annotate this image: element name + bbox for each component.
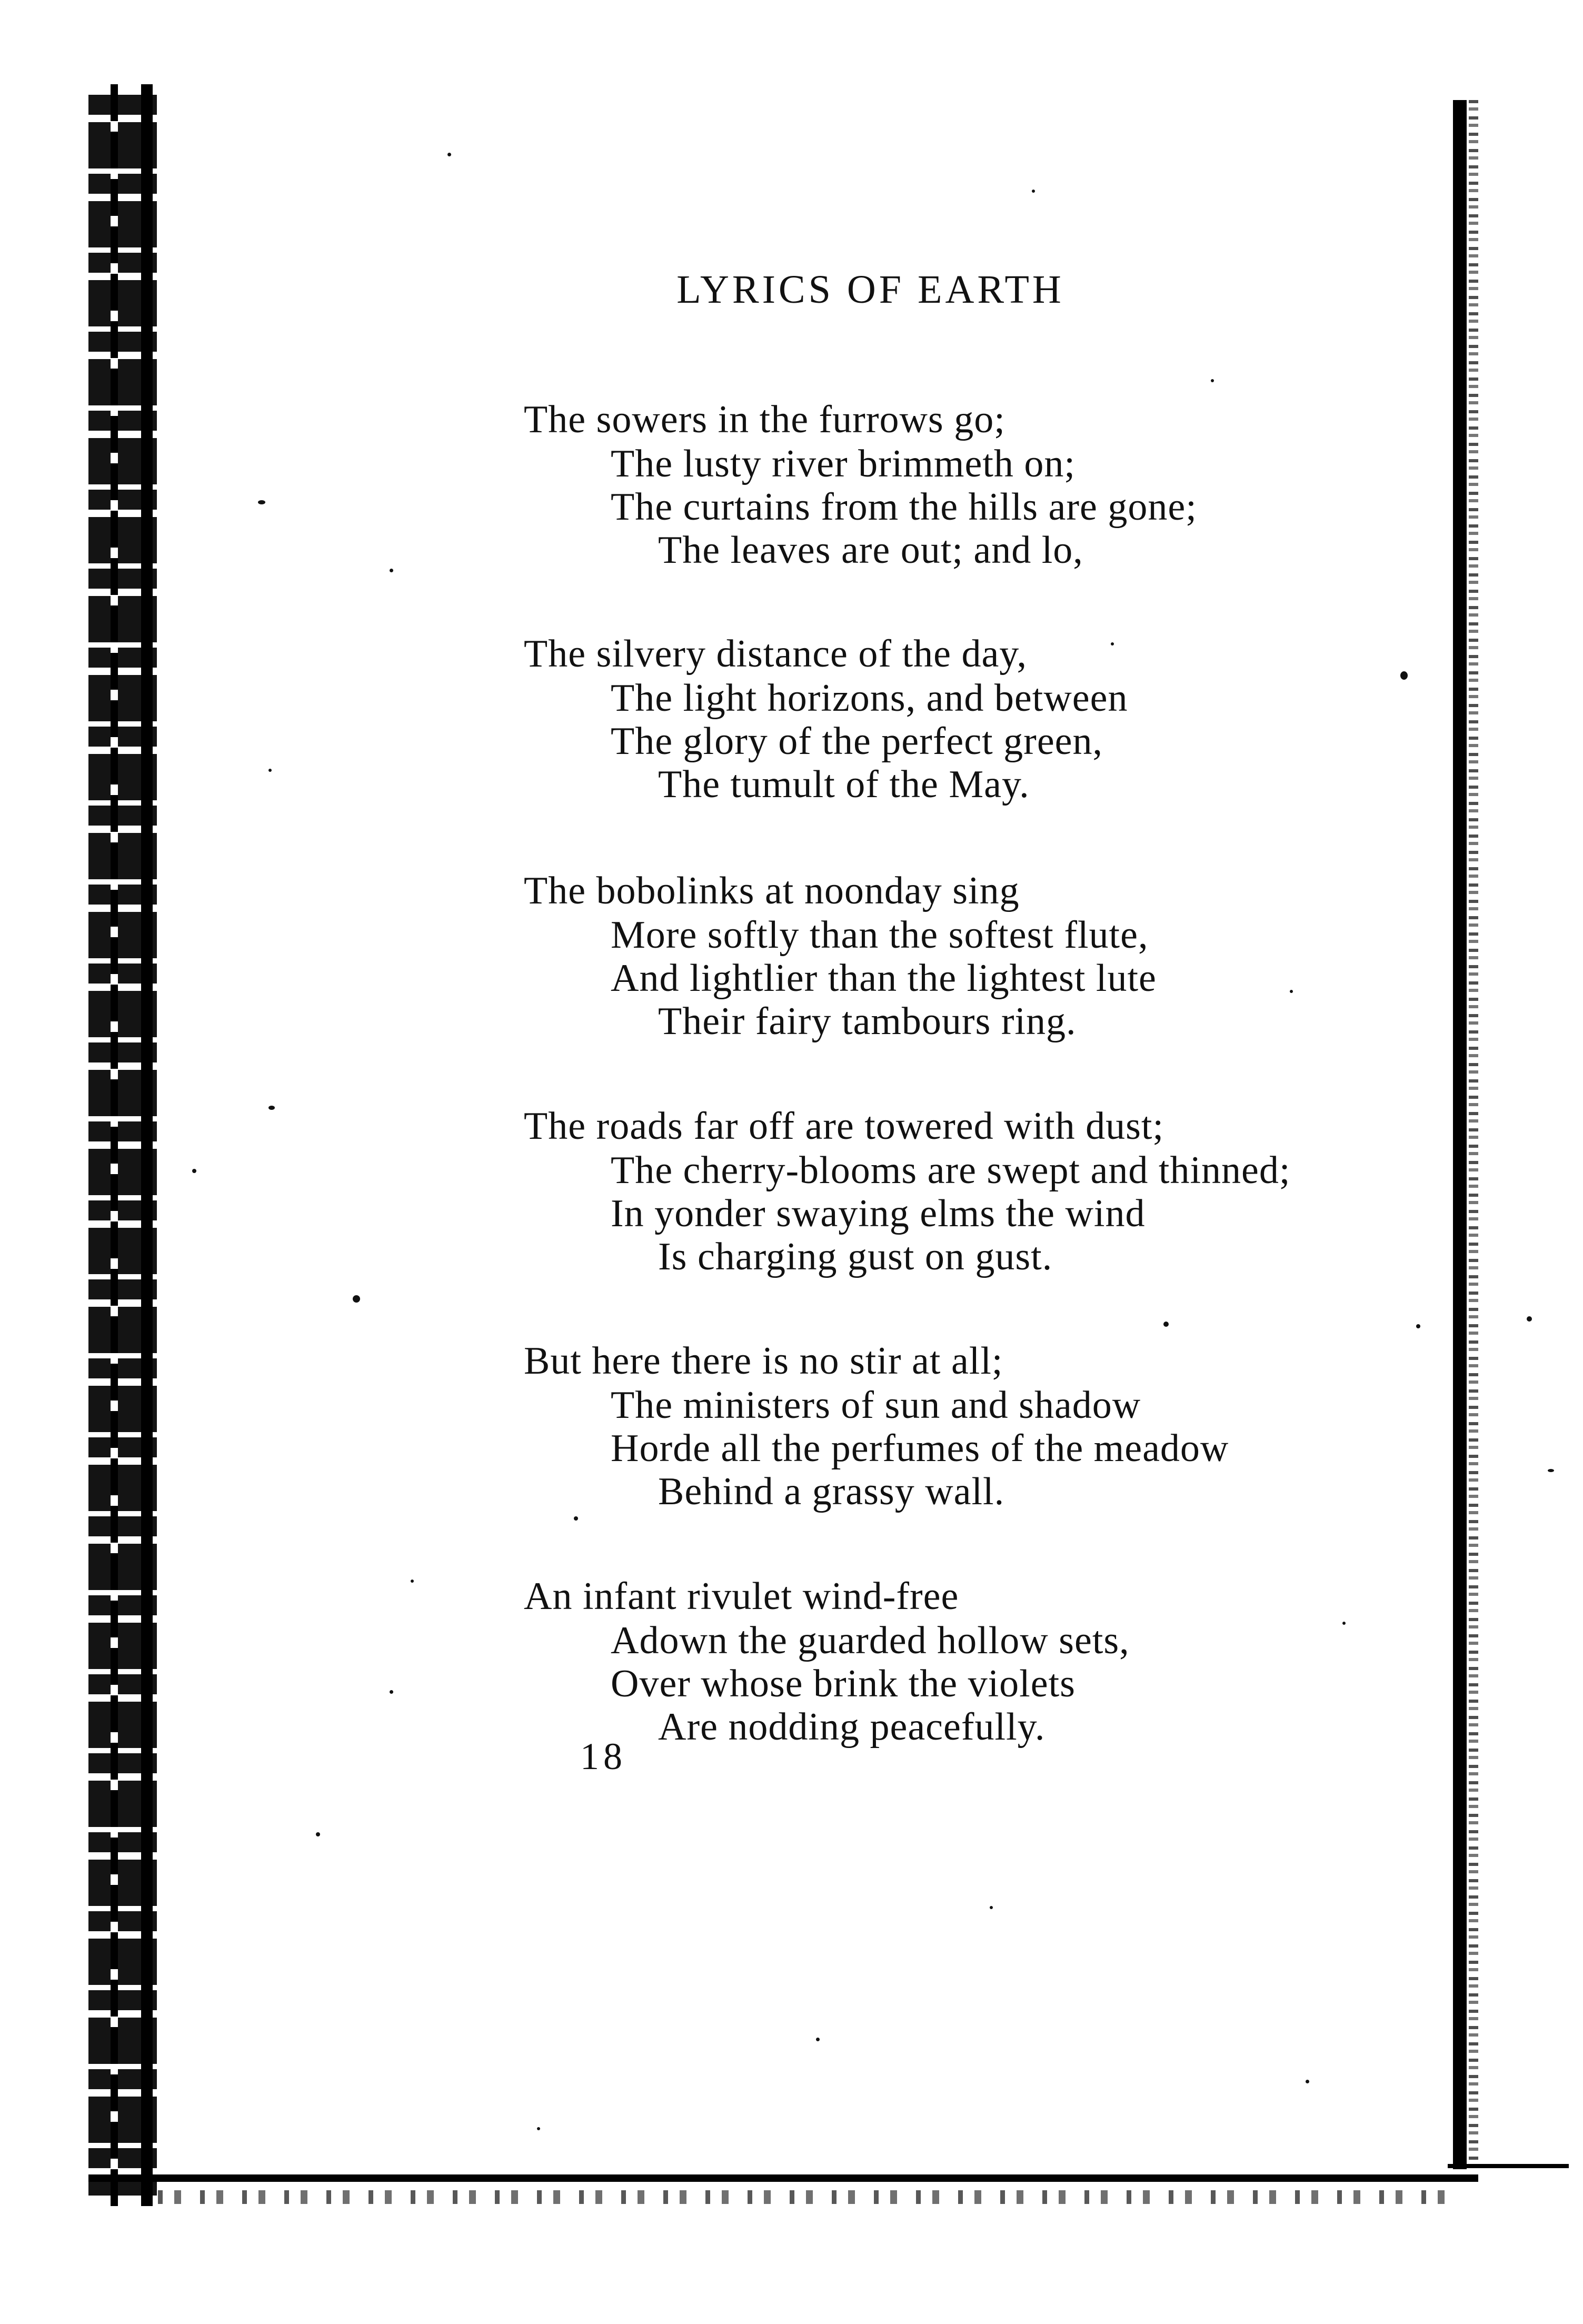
scan-speck <box>390 1690 393 1694</box>
scan-speck <box>390 569 393 572</box>
page-bottom-right-edge <box>1448 2164 1569 2168</box>
scan-speck <box>990 1906 993 1909</box>
poem-line: But here there is no stir at all; <box>524 1339 1003 1383</box>
scan-speck <box>1416 1324 1420 1328</box>
scan-speck <box>1306 2080 1309 2083</box>
scan-speck <box>1111 642 1114 645</box>
book-spine-shadow <box>111 84 118 2211</box>
scan-speck <box>537 2127 540 2130</box>
scan-speck <box>316 1832 320 1836</box>
poem-line: Is charging gust on gust. <box>658 1235 1053 1278</box>
poem-line: Are nodding peacefully. <box>658 1705 1046 1749</box>
poem-line: The lusty river brimmeth on; <box>611 442 1076 485</box>
poem-line: The bobolinks at noonday sing <box>524 869 1020 912</box>
poem-line: The ministers of sun and shadow <box>611 1384 1141 1427</box>
poem-line: The cherry-blooms are swept and thinned; <box>611 1149 1291 1192</box>
poem-line: More softly than the softest flute, <box>611 913 1149 957</box>
page-number: 18 <box>580 1735 626 1777</box>
scan-speck <box>1400 671 1408 680</box>
poem-line: The roads far off are towered with dust; <box>524 1105 1164 1148</box>
scan-speck <box>353 1295 360 1303</box>
scan-speck <box>1032 190 1035 193</box>
scan-speck <box>574 1516 578 1521</box>
scan-speck <box>268 1106 275 1110</box>
scan-speck <box>258 500 265 504</box>
poem-line: The sowers in the furrows go; <box>524 398 1005 441</box>
poem-line: Their fairy tambours ring. <box>658 1000 1077 1043</box>
poem-line: Over whose brink the violets <box>611 1662 1076 1705</box>
scan-speck <box>447 153 451 156</box>
poem-line: The light horizons, and between <box>611 677 1128 720</box>
poem-line: The leaves are out; and lo, <box>658 529 1083 572</box>
scan-speck <box>1211 379 1214 382</box>
poem-line: The silvery distance of the day, <box>524 632 1027 676</box>
poem-line: The curtains from the hills are gone; <box>611 485 1197 529</box>
scan-speck <box>1290 990 1293 993</box>
page-bottom-edge-noise <box>158 2190 1463 2204</box>
poem-line: In yonder swaying elms the wind <box>611 1192 1146 1235</box>
page-bottom-edge <box>88 2174 1478 2182</box>
scan-speck <box>268 769 272 772</box>
scan-speck <box>411 1580 414 1583</box>
poem-line: Horde all the perfumes of the meadow <box>611 1427 1229 1470</box>
scan-speck <box>1163 1322 1169 1327</box>
scan-speck <box>1342 1622 1346 1625</box>
scan-speck <box>1527 1316 1532 1322</box>
poem-line: The glory of the perfect green, <box>611 720 1103 763</box>
running-head: LYRICS OF EARTH <box>676 267 1064 312</box>
page-right-edge <box>1453 100 1467 2169</box>
poem-line: Behind a grassy wall. <box>658 1470 1005 1513</box>
page-gutter-line <box>141 84 153 2206</box>
poem-line: And lightlier than the lightest lute <box>611 957 1157 1000</box>
poem-line: The tumult of the May. <box>658 763 1030 806</box>
scan-speck <box>816 2038 820 2041</box>
scan-speck <box>1548 1469 1554 1472</box>
scan-speck <box>192 1169 196 1173</box>
page-right-edge-noise <box>1469 100 1478 2169</box>
poem-line: An infant rivulet wind-free <box>524 1575 959 1618</box>
poem-line: Adown the guarded hollow sets, <box>611 1619 1130 1662</box>
